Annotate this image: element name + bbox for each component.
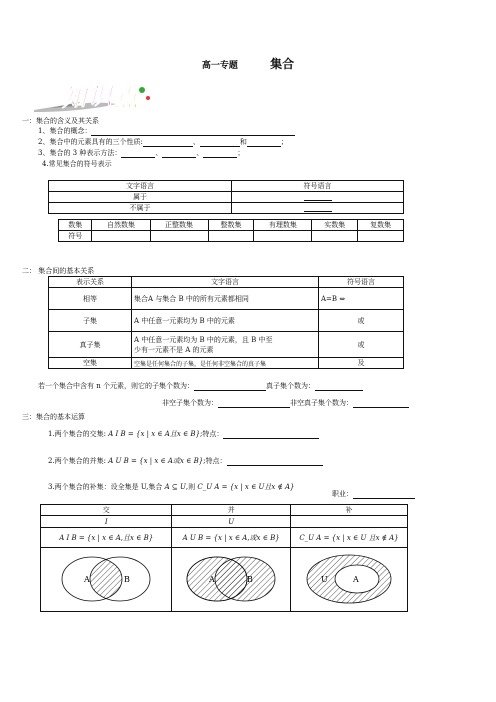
- blank[interactable]: [121, 150, 155, 158]
- table-cell: U: [172, 516, 291, 528]
- relations-table: [48, 276, 404, 369]
- subset-count-line: 若一个集合中含有 n 个元素，则它的子集个数为： 真子集个数为：: [38, 381, 363, 391]
- blank[interactable]: [227, 458, 323, 466]
- table-cell[interactable]: [358, 231, 404, 242]
- blank[interactable]: [315, 383, 363, 391]
- table-cell: 符号: [59, 231, 92, 242]
- table-cell: I: [41, 516, 172, 528]
- table-cell: A 中任意一元素均为 B 中的元素，且 B 中至 少有一元素不是 A 的元素: [132, 332, 319, 358]
- table-cell: A U B = {x | x ∈ A,或x ∈ B}: [172, 528, 291, 548]
- venn-label-b: B: [247, 574, 254, 584]
- table-header: 交: [41, 505, 172, 516]
- table-cell: 有理数集: [254, 220, 312, 231]
- s1-line1: 1、集合的概念：: [38, 126, 295, 136]
- table-cell: A=B ⇔: [319, 288, 404, 310]
- knowledge-points-logo: [30, 78, 160, 116]
- table-cell: 或: [319, 310, 404, 332]
- nonempty-subset-line: 非空子集个数为： 非空真子集个数为：: [162, 398, 409, 408]
- table-cell: 真子集: [49, 332, 132, 358]
- svg-text:识: 识: [88, 81, 112, 110]
- blank[interactable]: [247, 139, 281, 147]
- table-cell: 数集: [59, 220, 92, 231]
- intersection-line: 1.两个集合的交集: A I B = {x | x ∈ A且x ∈ B};特点：: [48, 429, 319, 439]
- table-cell: 属于: [49, 192, 232, 203]
- blank[interactable]: [162, 150, 196, 158]
- table-cell: 不属于: [49, 203, 232, 214]
- table-cell: 复数集: [358, 220, 404, 231]
- blank[interactable]: [143, 139, 193, 147]
- venn-cell-complement: [291, 548, 408, 612]
- union-venn-diagram: [175, 549, 287, 609]
- table-cell: 空集是任何集合的子集，是任何非空集合的真子集: [132, 358, 319, 369]
- blank[interactable]: [91, 128, 295, 136]
- blank[interactable]: [304, 204, 332, 212]
- table-cell: 空集: [49, 358, 132, 369]
- symbol-language-table: [48, 180, 404, 214]
- table-cell[interactable]: [208, 231, 254, 242]
- venn-label-b: B: [124, 574, 131, 584]
- table-header: 符号语言: [319, 277, 404, 288]
- blank[interactable]: [353, 491, 415, 499]
- venn-cell-intersection: [41, 548, 172, 612]
- blank[interactable]: [223, 431, 319, 439]
- table-header: 并: [172, 505, 291, 516]
- title-main: 集合: [270, 57, 295, 71]
- complement-line-end: 职业：: [332, 489, 415, 499]
- table-cell: [291, 516, 408, 528]
- table-header: 文字语言: [49, 181, 232, 192]
- title-prefix: 高一专题: [201, 61, 238, 71]
- number-set-table: [58, 219, 404, 242]
- table-cell: 及: [319, 358, 404, 369]
- table-cell: 集合A 与集合 B 中的所有元素都相同: [132, 288, 319, 310]
- blank[interactable]: [304, 193, 332, 201]
- venn-cell-union: [172, 548, 291, 612]
- operations-table: [40, 504, 408, 612]
- blank[interactable]: [218, 400, 290, 408]
- union-line: 2.两个集合的并集: A U B = {x | x ∈ A或x ∈ B};特点：: [48, 456, 323, 466]
- table-cell: A I B = {x | x ∈ A,且x ∈ B}: [41, 528, 172, 548]
- venn-label-a: A: [209, 574, 215, 584]
- table-cell: 正整数集: [150, 220, 208, 231]
- svg-text:点: 点: [114, 83, 138, 112]
- venn-label-u: U: [321, 574, 328, 584]
- table-cell: 自然数集: [92, 220, 150, 231]
- section3-heading: 三：集合的基本运算: [22, 413, 85, 421]
- blank[interactable]: [203, 150, 237, 158]
- intersection-venn-diagram: [44, 549, 168, 609]
- table-header: 符号语言: [232, 181, 404, 192]
- table-cell[interactable]: [254, 231, 312, 242]
- s1-line4: 4.常见集合的符号表示: [42, 160, 112, 168]
- page-title: [0, 55, 496, 72]
- table-cell[interactable]: [232, 203, 404, 214]
- table-cell[interactable]: [150, 231, 208, 242]
- table-cell: A 中任意一元素均为 B 中的元素: [132, 310, 319, 332]
- table-cell: 实数集: [312, 220, 358, 231]
- complement-line: 3.两个集合的补集：设全集是 U,集合 A ⊆ U,则 C_U A = {x | x ∈ U且x ∉ A}: [48, 483, 295, 491]
- table-header: 表示关系: [49, 277, 132, 288]
- table-cell[interactable]: [92, 231, 150, 242]
- table-header: 文字语言: [132, 277, 319, 288]
- table-cell: 整数集: [208, 220, 254, 231]
- table-cell: C_U A = {x | x ∈ U 且x ∉ A}: [291, 528, 408, 548]
- table-cell[interactable]: [232, 192, 404, 203]
- table-cell: 子集: [49, 310, 132, 332]
- section2-heading: 二： 集合间的基本关系: [22, 267, 95, 275]
- venn-label-a: A: [84, 574, 90, 584]
- blank[interactable]: [194, 383, 266, 391]
- svg-text:知: 知: [62, 83, 86, 112]
- table-cell[interactable]: [312, 231, 358, 242]
- complement-venn-diagram: [293, 549, 405, 609]
- venn-label-a: A: [353, 574, 359, 584]
- section1-heading: 一：集合的含义及其关系: [22, 117, 99, 125]
- table-header: 补: [291, 505, 408, 516]
- s1-line3: 3、集合的 3 种表示方法： 、 、 ；: [38, 149, 245, 157]
- table-cell: 相等: [49, 288, 132, 310]
- blank[interactable]: [353, 400, 409, 408]
- table-cell: 或: [319, 332, 404, 358]
- s1-line2: 2、集合中的元素具有的三个性质: 、 和 ；: [38, 138, 288, 146]
- blank[interactable]: [200, 139, 240, 147]
